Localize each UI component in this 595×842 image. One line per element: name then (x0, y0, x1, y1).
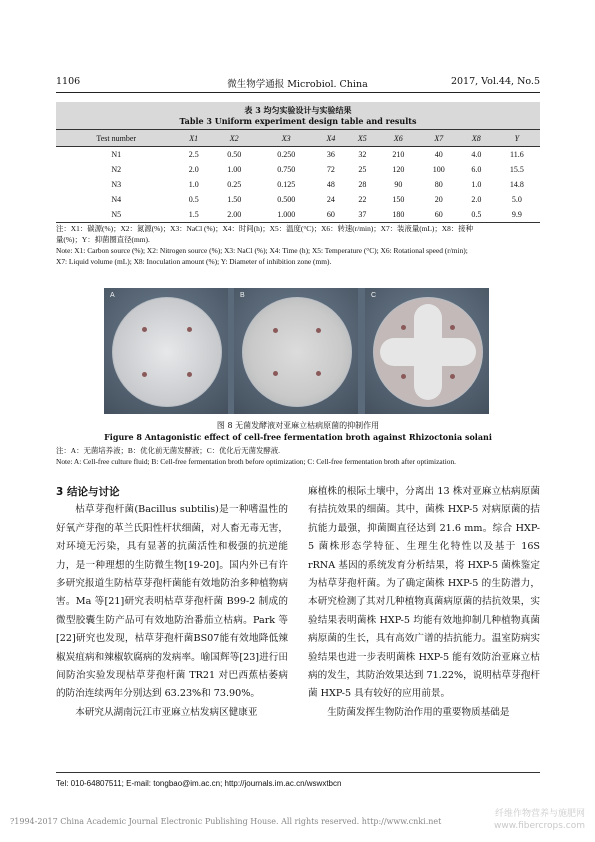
paragraph: 枯草芽孢杆菌(Bacillus subtilis)是一种嗜温性的好氧产芽孢的革兰氏阳性杆状细菌，对人畜无毒无害，对环境无污染，具有显著的抗菌活性和极强的抗逆能力，是一种理想的生防微生物[19-20]。国内外已有许多研究报道生防枯草芽孢杆菌能有效地防治多种植物病害。Ma 等[21]研究表明枯草芽孢杆菌 B99-2 制成的微型胶囊生防产品可有效地防治番茄立枯病。Park 等[22]研究也发现，枯草芽孢杆菌BS07能有效地降低辣椒炭疽病和辣椒软腐病的发病率。喻国辉等[23]进行田间防治实验发现枯草芽孢杆菌 TR21 对巴西蕉枯萎病的防治连续两年分别达到 63.23%和 73.90%。 (56, 504, 288, 700)
table-cell: 0.750 (277, 165, 296, 174)
panel-label: A (110, 292, 115, 299)
table-cell: 1.000 (257, 207, 315, 223)
table-cell: 1.0 (188, 180, 199, 189)
table-note-cn-2: 量(%)；Y：抑菌圈直径(mm). (56, 235, 150, 244)
table-cell: 4.0 (471, 150, 482, 159)
paragraph: 麻植株的根际土壤中，分离出 13 株对亚麻立枯病原菌有拮抗效果的细菌。其中，菌株 HXP-5 对病原菌的拮抗能力最强，抑菌圈直径达到 21.6 mm。综合 HXP-5 菌株形态学特征、生理生化特性以及基于 16S rRNA 基因的系统发育分析结果，将 HXP-5 菌株鉴定为枯草芽孢杆菌。为了确定菌株 HXP-5 的生防潜力，本研究检测了其对几种植物真菌病原菌的拮抗效果，实验结果表明菌株 HXP-5 均能有效地抑制几种植物真菌病原菌的生长，具有高效广谱的拮抗能力。温室防病实验结果也进一步表明菌株 HXP-5 能有效防治亚麻立枯病的发生，其防治效果达到 71.22%，说明枯草芽孢杆菌 HXP-5 具有较好的应用前景。 (308, 486, 540, 700)
table-cell: 37 (347, 207, 378, 223)
column-header: X2 (211, 130, 257, 147)
table-cell: 1.00 (227, 165, 242, 174)
figure-note-en: Note: A: Cell-free culture fluid; B: Cell-free fermentation broth before optimization; C: Cell-free fermentation broth after optimization. (56, 456, 456, 466)
column-header: X8 (459, 130, 494, 147)
well (401, 325, 406, 330)
table-cell: 72 (326, 165, 335, 174)
paragraph: 本研究从湖南沅江市亚麻立枯发病区健康亚 (75, 706, 258, 718)
well (142, 372, 147, 377)
petri-dish-a (112, 297, 222, 407)
table-cell: 9.9 (494, 207, 540, 223)
panel-b (234, 288, 358, 414)
volume-info: 2017, Vol.44, No.5 (450, 76, 540, 87)
table-cell: 40 (434, 150, 443, 159)
table-cell: 80 (434, 180, 443, 189)
table-caption-en: Table 3 Uniform experiment design table and results (179, 116, 417, 126)
well (316, 371, 321, 376)
table-cell: 2.0 (471, 195, 482, 204)
well (401, 374, 406, 379)
table-cell: 32 (358, 150, 367, 159)
right-column (308, 483, 540, 722)
table-cell: 24 (326, 195, 335, 204)
table-cell: 5.0 (511, 195, 522, 204)
table-cell: 90 (394, 180, 403, 189)
table-cell: 100 (432, 165, 445, 174)
column-header: X3 (257, 130, 315, 147)
figure-caption-cn: 图 8 无菌发酵液对亚麻立枯病原菌的抑制作用 (216, 421, 380, 430)
table-cell: 20 (434, 195, 443, 204)
table-row (56, 177, 540, 192)
well (316, 328, 321, 333)
watermark-url: www.fibercrops.com (494, 821, 585, 831)
column-header: Y (494, 130, 540, 147)
figure-notes (56, 446, 540, 467)
table-note-cn-1: 注：X1：碳源(%)；X2：氮源(%)；X3：NaCl (%)；X4：时间(h)；X5：温度(°C)；X6：转速(r/min)；X7：装液量(mL)；X8：接种 (56, 224, 473, 233)
paragraph: 生防菌发挥生物防治作用的重要物质基础是 (327, 706, 510, 718)
column-header: X5 (347, 130, 378, 147)
table-cell: 28 (358, 180, 367, 189)
table-cell: 1.50 (227, 195, 242, 204)
column-header: X1 (176, 130, 211, 147)
table-cell: 22 (358, 195, 367, 204)
table-row (56, 162, 540, 177)
table-cell: 1.5 (176, 207, 211, 223)
journal-name: 微生物学通报 Microbiol. China (227, 79, 368, 90)
column-header: X4 (315, 130, 346, 147)
table-cell: 14.8 (509, 180, 524, 189)
table-cell: 150 (392, 195, 405, 204)
table-caption (56, 102, 540, 129)
table-cell: 1.0 (471, 180, 482, 189)
column-header: X6 (378, 130, 418, 147)
panel-a (104, 288, 228, 414)
well (273, 328, 278, 333)
well (273, 371, 278, 376)
table-cell: N5 (56, 207, 176, 223)
table-caption-cn: 表 3 均匀实验设计与实验结果 (244, 105, 352, 115)
petri-dish-b (242, 297, 352, 407)
table-cell: N2 (111, 165, 122, 174)
table-header-row (56, 130, 540, 147)
column-header: Test number (56, 130, 176, 147)
left-column (56, 483, 288, 722)
figure-caption-en: Figure 8 Antagonistic effect of cell-free fermentation broth against Rhizoctonia solani (104, 432, 492, 442)
table-cell: 11.6 (510, 150, 524, 159)
well (187, 327, 192, 332)
watermark (494, 808, 585, 832)
table-note-en-2: X7: Liquid volume (mL); X8: Inoculation amount (%); Y: Diameter of inhibition zone (mm). (56, 257, 332, 266)
table-cell: 2.0 (188, 165, 199, 174)
panel-label: B (240, 292, 245, 299)
table-cell: 0.125 (277, 180, 296, 189)
table-cell: 15.5 (509, 165, 524, 174)
table-cell: 6.0 (471, 165, 482, 174)
table-cell: 60 (315, 207, 346, 223)
table-cell: 0.5 (459, 207, 494, 223)
table-row (56, 207, 540, 223)
table-cell: 120 (392, 165, 405, 174)
table-cell: 0.250 (277, 150, 296, 159)
figure-note-cn: 注：A：无菌培养液；B：优化前无菌发酵液；C：优化后无菌发酵液. (56, 446, 280, 455)
well (187, 372, 192, 377)
header-rule (56, 92, 540, 93)
table-cell: N1 (111, 150, 122, 159)
well (450, 374, 455, 379)
table-cell: 2.5 (188, 150, 199, 159)
column-header: X7 (419, 130, 459, 147)
panel-c (365, 288, 489, 414)
table-cell: 180 (378, 207, 418, 223)
watermark-cn: 纤维作物营养与施肥网 (494, 809, 585, 819)
table-notes (56, 223, 540, 267)
figure-8 (104, 288, 489, 414)
table-cell: 25 (358, 165, 367, 174)
table-cell: 2.00 (211, 207, 257, 223)
table-cell: N4 (111, 195, 122, 204)
petri-dish-c (373, 297, 483, 407)
contact-info: Tel: 010-64807511; E-mail: tongbao@im.ac.cn; http://journals.im.ac.cn/wswxtbcn (56, 779, 342, 788)
table-cell: 36 (326, 150, 335, 159)
table-row (56, 147, 540, 163)
table-cell: N3 (111, 180, 122, 189)
well (142, 327, 147, 332)
table-cell: 48 (326, 180, 335, 189)
table-cell: 0.500 (277, 195, 296, 204)
uniform-design-table (56, 129, 540, 223)
table-3 (56, 102, 540, 223)
table-cell: 60 (419, 207, 459, 223)
well (450, 325, 455, 330)
footer-rule (56, 772, 540, 773)
table-note-en-1: Note: X1: Carbon source (%); X2: Nitrogen source (%); X3: NaCl (%); X4: Time (h); X5: Temperature (°C); X6: Rotational speed (r/min); (56, 246, 468, 255)
section-heading: 3 结论与讨论 (56, 486, 120, 498)
table-cell: 0.50 (227, 150, 242, 159)
table-cell: 0.5 (188, 195, 199, 204)
table-row (56, 192, 540, 207)
table-cell: 0.25 (227, 180, 242, 189)
table-cell: 210 (392, 150, 405, 159)
mycelium-cross (414, 304, 442, 400)
page-number: 1106 (56, 76, 81, 87)
panel-label: C (371, 292, 377, 299)
copyright-notice: ?1994-2017 China Academic Journal Electronic Publishing House. All rights reserved. http://www.cnki.net (10, 817, 442, 826)
